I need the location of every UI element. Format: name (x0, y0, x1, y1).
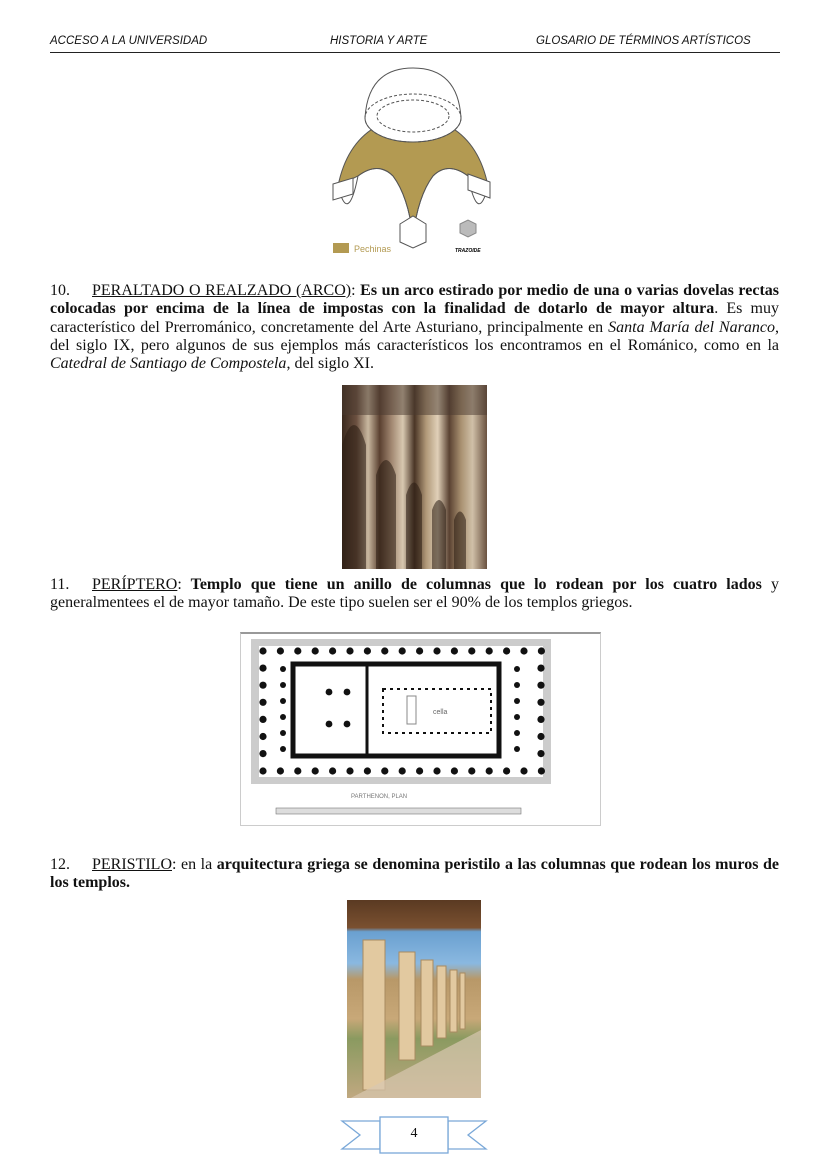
separator: : (177, 576, 182, 593)
entry-text: en la (176, 856, 217, 873)
cathedral-photo (342, 385, 487, 569)
column-dot (416, 767, 423, 774)
glossary-entry-12 (50, 856, 779, 893)
column-dot (520, 767, 527, 774)
glossary-entry-10 (50, 282, 779, 373)
column-dot (514, 714, 520, 720)
glossary-entry-11 (50, 576, 779, 613)
column-dot (280, 666, 286, 672)
entry-definition: Es un arco estirado por medio de una o varias dovelas rectas colocadas por encima de la línea de impostas con la finalidad de dotarlo de mayor altura (50, 282, 779, 318)
header-right: GLOSARIO DE TÉRMINOS ARTÍSTICOS (536, 35, 751, 47)
column-dot (329, 767, 336, 774)
column-dot (344, 721, 351, 728)
entry-italic: Catedral de Santiago de Compostela (50, 355, 287, 373)
column-dot (514, 666, 520, 672)
column-dot (312, 647, 319, 654)
header-left: ACCESO A LA UNIVERSIDAD (50, 35, 208, 47)
column-dot (326, 721, 333, 728)
column-dot (503, 647, 510, 654)
column-dot (280, 746, 286, 752)
column-dot (514, 682, 520, 688)
entry-term: PERISTILO (92, 856, 172, 873)
legend-label: Pechinas (354, 244, 392, 254)
entry-text: , del siglo XI. (286, 355, 374, 373)
column-dot (277, 647, 284, 654)
column-dot (514, 698, 520, 704)
column-dot (280, 682, 286, 688)
column-dot (259, 716, 266, 723)
page-header (50, 34, 780, 53)
column-dot (416, 647, 423, 654)
column-dot (294, 767, 301, 774)
column-dot (468, 647, 475, 654)
column-dot (259, 699, 266, 706)
column-dot (537, 750, 544, 757)
column-dot (364, 647, 371, 654)
column-dot (537, 716, 544, 723)
column-dot (259, 767, 266, 774)
logo-text: TRAZOIDE (455, 248, 481, 254)
entry-definition: arquitectura griega se denomina peristilo a las columnas que rodean los muros de los templos. (50, 856, 779, 892)
column-dot (451, 647, 458, 654)
column-dot (537, 665, 544, 672)
column-dot (312, 767, 319, 774)
column-dot (280, 714, 286, 720)
header-center: HISTORIA Y ARTE (330, 35, 428, 47)
separator: : (351, 282, 356, 299)
entry-definition: Templo que tiene un anillo de columnas que lo rodean por los cuatro lados (181, 576, 762, 593)
peristyle-photo (347, 900, 481, 1098)
column-dot (451, 767, 458, 774)
column-dot (537, 699, 544, 706)
column-dot (344, 689, 351, 696)
column-dot (486, 647, 493, 654)
column-dot (514, 746, 520, 752)
column-dot (514, 730, 520, 736)
entry-text: , del siglo IX, pero algunos de sus ejemplos más característicos los encontramos en el Románico, como en la (50, 318, 779, 354)
entry-term: PERALTADO O REALZADO (ARCO) (92, 282, 352, 299)
cella-label: cella (433, 709, 448, 716)
entry-number: 12. (50, 856, 70, 873)
parthenon-plan (240, 632, 601, 826)
separator: : (172, 856, 177, 873)
column-dot (538, 767, 545, 774)
column-dot (399, 767, 406, 774)
column-dot (259, 733, 266, 740)
entry-term: PERÍPTERO (92, 576, 178, 593)
column-dot (294, 647, 301, 654)
column-dot (259, 750, 266, 757)
page-number-box (340, 1113, 488, 1157)
column-dot (277, 767, 284, 774)
column-dot (538, 647, 545, 654)
entry-number: 10. (50, 282, 70, 299)
column-dot (381, 647, 388, 654)
column-dot (433, 647, 440, 654)
entry-italic: Santa María del Naranco (608, 318, 775, 336)
page-number: 4 (410, 1126, 418, 1141)
column-dot (520, 647, 527, 654)
column-dot (280, 698, 286, 704)
column-dot (503, 767, 510, 774)
column-dot (346, 647, 353, 654)
column-dot (468, 767, 475, 774)
column-dot (399, 647, 406, 654)
column-dot (346, 767, 353, 774)
entry-text: . Es muy característico del Prerrománico, concretamente del Arte Asturiano, principalmente en (50, 300, 780, 336)
column-dot (259, 647, 266, 654)
column-dot (280, 730, 286, 736)
column-dot (326, 689, 333, 696)
column-dot (381, 767, 388, 774)
column-dot (259, 665, 266, 672)
pendentive-diagram (328, 66, 498, 260)
column-dot (259, 682, 266, 689)
column-dot (537, 733, 544, 740)
column-dot (486, 767, 493, 774)
column-dot (433, 767, 440, 774)
column-dot (537, 682, 544, 689)
plan-title: PARTHENON, PLAN (351, 794, 408, 800)
column-dot (329, 647, 336, 654)
entry-number: 11. (50, 576, 70, 593)
column-dot (364, 767, 371, 774)
entry-text: y generalmentees el de mayor tamaño. De este tipo suelen ser el 90% de los templos griegos. (50, 576, 780, 612)
